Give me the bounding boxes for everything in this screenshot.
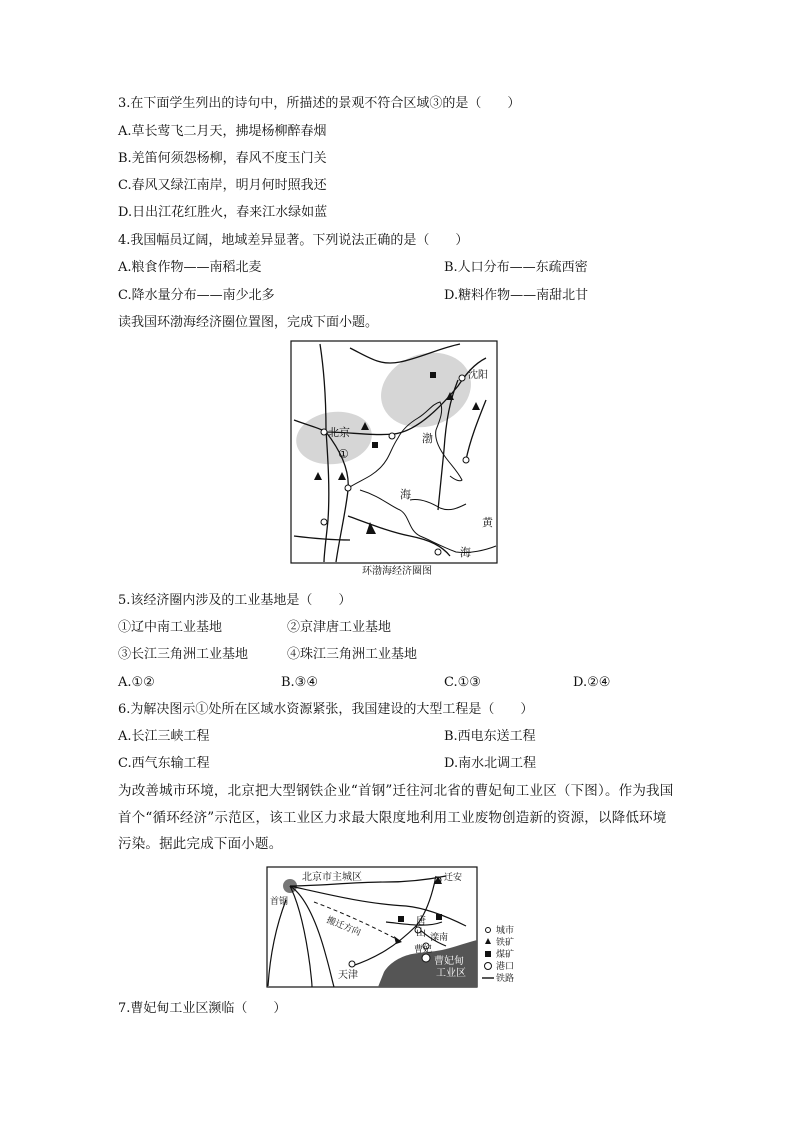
caofeidian-map-svg (266, 866, 528, 990)
q4-stem: 4.我国幅员辽阔，地域差异显著。下列说法正确的是（ ） (118, 233, 469, 248)
q7-stem: 7.曹妃甸工业区濒临（ ） (118, 1001, 287, 1016)
q4-option-b: B.人口分布——东疏西密 (444, 260, 588, 275)
q5-option-a: A.①② (118, 675, 155, 690)
bohai-map (290, 340, 498, 564)
label-hai2: 海 (460, 546, 471, 559)
label-huang: 黄 (482, 516, 493, 529)
q6-option-a: A.长江三峡工程 (118, 729, 210, 744)
legend-city: 城市 (496, 926, 515, 936)
q3-option-b: B.羌笛何须怨杨柳，春风不度玉门关 (118, 151, 327, 166)
label-caofeidian: 曹妃甸 (434, 956, 464, 967)
q5-option-d: D.②④ (573, 675, 611, 690)
coal-mine-icon (436, 914, 442, 920)
q6-stem: 6.为解决图示①处所在区域水资源紧张，我国建设的大型工程是（ ） (118, 702, 534, 717)
q3-option-d: D.日出江花红胜火，春来江水绿如蓝 (118, 205, 328, 220)
label-tianjin: 天津 (338, 970, 358, 981)
label-bo: 渤 (422, 432, 433, 445)
q5-item-4: ④珠江三角洲工业基地 (287, 647, 418, 662)
label-move-direction: 搬迁方向 (324, 915, 363, 939)
coal-mine-icon (430, 372, 436, 378)
label-industrial-zone: 工业区 (436, 968, 466, 979)
label-beijing: 北京 (328, 426, 350, 439)
label-luannan: 滦南 (430, 933, 449, 943)
q3-option-c: C.春风又绿江南岸，明月何时照我还 (118, 178, 327, 193)
q5-stem: 5.该经济圈内涉及的工业基地是（ ） (118, 593, 352, 608)
legend-railway: 铁路 (496, 974, 515, 984)
legend-iron: 铁矿 (496, 938, 515, 948)
legend (482, 924, 514, 984)
q4-option-d: D.糖料作物——南甜北甘 (444, 288, 589, 303)
coal-mine-icon (372, 442, 378, 448)
legend-coal: 煤矿 (496, 950, 515, 960)
label-shenyang: 沈阳 (468, 370, 488, 381)
q6-option-c: C.西气东输工程 (118, 756, 210, 771)
bohai-map-svg (290, 340, 498, 564)
coal-mine-icon (398, 916, 404, 922)
label-hai: 海 (400, 488, 411, 501)
q6-option-b: B.西电东送工程 (444, 729, 536, 744)
q3-stem: 3.在下面学生列出的诗句中，所描述的景观不符合区域③的是（ ） (118, 96, 521, 111)
label-circle-1: ① (338, 447, 349, 461)
q5-item-3: ③长江三角洲工业基地 (118, 647, 249, 662)
intro-bohai: 读我国环渤海经济圈位置图，完成下面小题。 (118, 315, 379, 330)
label-shan: 山 (416, 928, 426, 939)
q4-option-c: C.降水量分布——南少北多 (118, 288, 275, 303)
label-caofei: 曹妃 (414, 945, 433, 955)
q5-option-b: B.③④ (281, 675, 318, 690)
legend-port: 港口 (496, 962, 515, 972)
bohai-map-caption: 环渤海经济圈图 (362, 566, 432, 577)
q5-item-2: ②京津唐工业基地 (287, 620, 392, 635)
q5-option-c: C.①③ (444, 675, 481, 690)
intro-shougang: 为改善城市环境，北京把大型钢铁企业“首钢”迁往河北省的曹妃甸工业区（下图）。作为我国首个“循环经济”示范区，该工业区力求最大限度地利用工业废物创造新的资源，以降低环境污染。据此完成下面小题。 (118, 783, 674, 852)
label-shougang: 首钢 (270, 897, 289, 907)
caofeidian-map (266, 866, 528, 990)
q4-option-a: A.粮食作物——南稻北麦 (118, 260, 262, 275)
label-qianan: 迁安 (444, 873, 463, 883)
label-tang: 唐 (416, 916, 426, 927)
q6-option-d: D.南水北调工程 (444, 756, 537, 771)
q3-option-a: A.草长莺飞二月天，拂堤杨柳醉春烟 (118, 124, 327, 139)
port-icon (422, 954, 430, 962)
label-beijing-main: 北京市主城区 (302, 872, 362, 883)
q5-item-1: ①辽中南工业基地 (118, 620, 223, 635)
